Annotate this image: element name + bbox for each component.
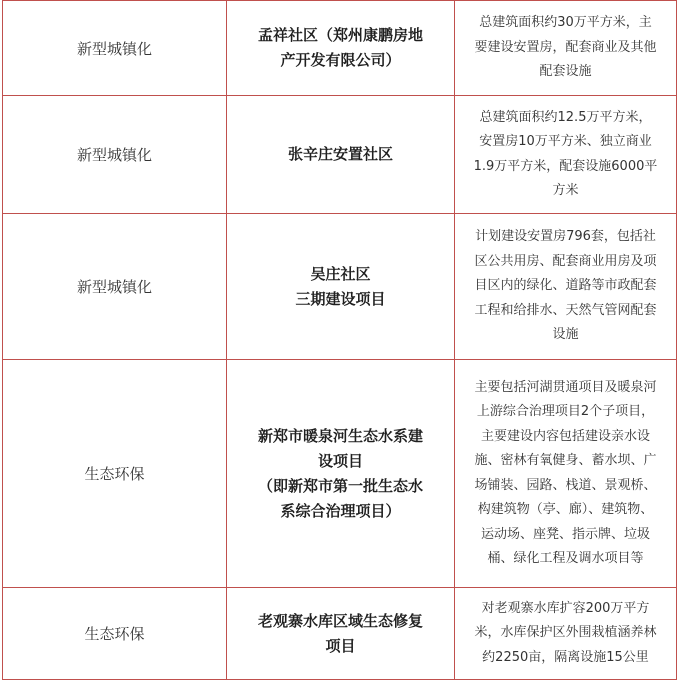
project-name: 老观寨水库区域生态修复 项目: [257, 611, 423, 655]
project-name-cell: [227, 1, 455, 96]
project-description-cell: [455, 1, 677, 96]
project-description: 计划建设安置房796套，包括社 区公共用房、配套商业用房及项 目区内的绿化、道路等市政配套 工程和给排水、天然气管网配套 设施: [474, 229, 657, 343]
category-cell: 新型城镇化: [3, 1, 227, 96]
category-cell: 生态环保: [3, 360, 227, 588]
project-description: 主要包括河湖贯通项目及暖泉河 上游综合治理项目2个子项目， 主要建设内容包括建设亲水设 施、密林有氧健身、蓄水坝、广 场铺装、园路、栈道、景观桥、 构建筑物（亭、廊）、建筑物、 运动场、座凳、指示牌、垃圾 桶、绿化工程及调水项目等: [474, 379, 657, 566]
project-description: 总建筑面积约12.5万平方米， 安置房10万平方米、独立商业 1.9万平方米，配套设施6000平 方米: [473, 109, 658, 198]
project-name: 吴庄社区 三期建设项目: [295, 264, 386, 308]
category-cell: 生态环保: [3, 588, 227, 680]
table-row: [3, 588, 677, 680]
project-name-cell: [227, 360, 455, 588]
project-description-cell: [455, 214, 677, 360]
category-cell: 新型城镇化: [3, 214, 227, 360]
project-name-cell: [227, 214, 455, 360]
table-row: [3, 360, 677, 588]
project-name: 孟祥社区（郑州康鹏房地 产开发有限公司）: [257, 26, 423, 69]
table-row: [3, 1, 677, 96]
project-description-cell: [455, 588, 677, 680]
project-description-cell: [455, 360, 677, 588]
category-cell: 新型城镇化: [3, 96, 227, 214]
project-description: 对老观寨水库扩容200万平方 米，水库保护区外围栽植涵养林 约2250亩，隔离设施15公里: [474, 600, 657, 665]
project-name: 新郑市暖泉河生态水系建 设项目 （即新郑市第一批生态水 系综合治理项目）: [257, 426, 423, 520]
project-description-cell: [455, 96, 677, 214]
project-description: 总建筑面积约30万平方米，主 要建设安置房，配套商业及其他 配套设施: [474, 15, 657, 80]
project-table: [2, 0, 677, 680]
project-name: 张辛庄安置社区: [287, 145, 393, 163]
project-name-cell: [227, 96, 455, 214]
table-row: [3, 96, 677, 214]
project-name-cell: [227, 588, 455, 680]
table-row: [3, 214, 677, 360]
